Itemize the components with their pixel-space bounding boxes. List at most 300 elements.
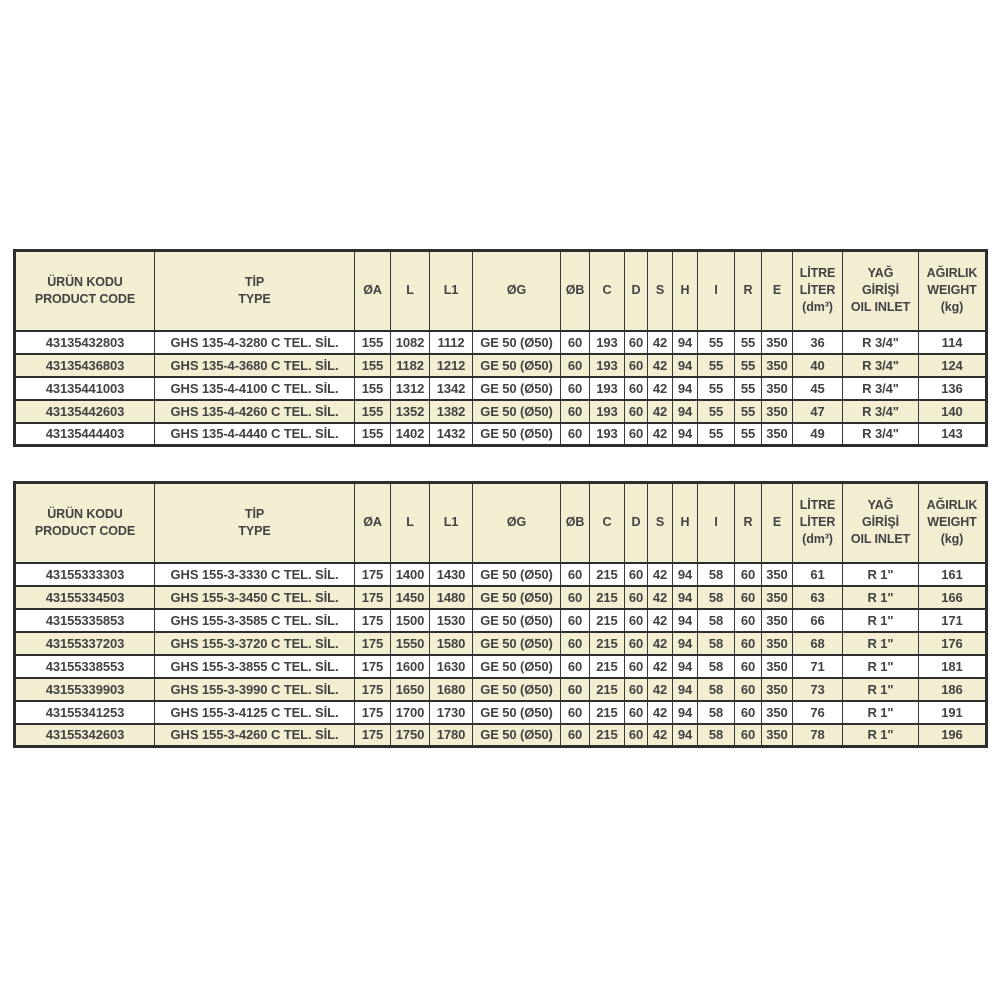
column-header-line: S [655, 515, 665, 530]
cell-h: 94 [673, 609, 698, 632]
cell-oil_inlet: R 1" [843, 632, 919, 655]
column-header-line: GİRİŞİ [862, 515, 899, 530]
column-header-line: LİTRE [799, 498, 836, 513]
cell-weight: 196 [919, 724, 987, 747]
column-header-line: OIL INLET [850, 532, 911, 547]
cell-litre: 61 [793, 563, 843, 586]
cell-e: 350 [762, 724, 793, 747]
column-header-oa [355, 483, 391, 563]
cell-product_code: 43155341253 [15, 701, 155, 724]
cell-r: 60 [735, 724, 762, 747]
column-header-r [735, 483, 762, 563]
column-header-line: LİTRE [799, 266, 836, 281]
cell-product_code: 43155342603 [15, 724, 155, 747]
column-header-litre [793, 483, 843, 563]
cell-l: 1400 [391, 563, 430, 586]
cell-l1: 1430 [430, 563, 473, 586]
cell-type: GHS 135-4-4100 C TEL. SİL. [155, 377, 355, 400]
cell-h: 94 [673, 724, 698, 747]
column-header-oa [355, 251, 391, 331]
cell-d: 60 [625, 701, 648, 724]
column-header-line: ØB [565, 515, 585, 530]
cell-c: 193 [590, 400, 625, 423]
column-header-line: YAĞ [867, 498, 894, 513]
cell-d: 60 [625, 724, 648, 747]
cell-i: 58 [698, 655, 735, 678]
column-header-h [673, 483, 698, 563]
cell-l1: 1680 [430, 678, 473, 701]
cell-e: 350 [762, 423, 793, 446]
cell-r: 60 [735, 701, 762, 724]
cell-c: 215 [590, 655, 625, 678]
column-header-l1 [430, 483, 473, 563]
cell-i: 58 [698, 586, 735, 609]
column-header-line: L [406, 515, 414, 530]
cell-ob: 60 [561, 701, 590, 724]
cell-s: 42 [648, 586, 673, 609]
cell-l1: 1112 [430, 331, 473, 354]
cell-litre: 47 [793, 400, 843, 423]
column-header-c [590, 251, 625, 331]
cell-product_code: 43135444403 [15, 423, 155, 446]
cell-l: 1750 [391, 724, 430, 747]
column-header-line: OIL INLET [850, 300, 911, 315]
column-header-og [473, 251, 561, 331]
table-row [15, 331, 987, 354]
cell-c: 193 [590, 423, 625, 446]
cell-product_code: 43135432803 [15, 331, 155, 354]
column-header-line: ØG [506, 515, 527, 530]
cell-d: 60 [625, 632, 648, 655]
column-header-line: ØA [363, 283, 382, 298]
column-header-weight [919, 251, 987, 331]
column-header-line: C [602, 515, 612, 530]
cell-h: 94 [673, 655, 698, 678]
table-row [15, 655, 987, 678]
cell-l: 1082 [391, 331, 430, 354]
cell-og: GE 50 (Ø50) [473, 586, 561, 609]
column-header-type [155, 483, 355, 563]
cell-l: 1450 [391, 586, 430, 609]
cell-d: 60 [625, 563, 648, 586]
cell-d: 60 [625, 655, 648, 678]
column-header-e [762, 483, 793, 563]
cell-litre: 78 [793, 724, 843, 747]
column-header-d [625, 251, 648, 331]
spec-table-ghs-135 [13, 249, 988, 447]
table-row [15, 609, 987, 632]
column-header-line: D [631, 283, 641, 298]
cell-oa: 175 [355, 724, 391, 747]
column-header-h [673, 251, 698, 331]
cell-e: 350 [762, 701, 793, 724]
cell-oil_inlet: R 3/4" [843, 377, 919, 400]
column-header-line: (kg) [940, 532, 964, 547]
cell-s: 42 [648, 331, 673, 354]
cell-l: 1402 [391, 423, 430, 446]
cell-l: 1500 [391, 609, 430, 632]
cell-d: 60 [625, 331, 648, 354]
table-row [15, 632, 987, 655]
column-header-line: TİP [244, 274, 265, 289]
cell-e: 350 [762, 632, 793, 655]
cell-ob: 60 [561, 331, 590, 354]
cell-product_code: 43155339903 [15, 678, 155, 701]
column-header-line: ØB [565, 283, 585, 298]
cell-oa: 175 [355, 701, 391, 724]
cell-og: GE 50 (Ø50) [473, 609, 561, 632]
cell-l1: 1580 [430, 632, 473, 655]
column-header-line: R [743, 283, 753, 298]
column-header-i [698, 251, 735, 331]
cell-litre: 63 [793, 586, 843, 609]
cell-d: 60 [625, 678, 648, 701]
cell-h: 94 [673, 331, 698, 354]
column-header-line: (dm³) [802, 300, 833, 315]
cell-c: 193 [590, 354, 625, 377]
cell-h: 94 [673, 400, 698, 423]
cell-e: 350 [762, 678, 793, 701]
cell-product_code: 43155335853 [15, 609, 155, 632]
column-header-product_code [15, 483, 155, 563]
table-row [15, 354, 987, 377]
cell-oil_inlet: R 1" [843, 678, 919, 701]
table-row [15, 377, 987, 400]
cell-e: 350 [762, 586, 793, 609]
header-row [15, 251, 987, 331]
cell-r: 55 [735, 423, 762, 446]
column-header-line: H [680, 515, 690, 530]
cell-i: 55 [698, 354, 735, 377]
cell-type: GHS 155-3-4260 C TEL. SİL. [155, 724, 355, 747]
cell-r: 60 [735, 678, 762, 701]
column-header-line: (dm³) [802, 532, 833, 547]
cell-s: 42 [648, 563, 673, 586]
cell-l1: 1630 [430, 655, 473, 678]
cell-e: 350 [762, 655, 793, 678]
header-row [15, 483, 987, 563]
cell-l1: 1382 [430, 400, 473, 423]
column-header-line: WEIGHT [927, 283, 977, 298]
cell-s: 42 [648, 400, 673, 423]
cell-d: 60 [625, 586, 648, 609]
cell-l1: 1432 [430, 423, 473, 446]
cell-litre: 45 [793, 377, 843, 400]
cell-litre: 40 [793, 354, 843, 377]
cell-r: 60 [735, 655, 762, 678]
column-header-line: YAĞ [867, 266, 894, 281]
column-header-line: PRODUCT CODE [34, 291, 136, 306]
column-header-line: WEIGHT [927, 515, 977, 530]
cell-l1: 1342 [430, 377, 473, 400]
table-row [15, 400, 987, 423]
cell-i: 58 [698, 563, 735, 586]
column-header-type [155, 251, 355, 331]
column-header-line: AĞIRLIK [926, 498, 978, 513]
cell-c: 193 [590, 377, 625, 400]
column-header-product_code [15, 251, 155, 331]
cell-type: GHS 135-4-4260 C TEL. SİL. [155, 400, 355, 423]
cell-type: GHS 155-3-3330 C TEL. SİL. [155, 563, 355, 586]
cell-product_code: 43135441003 [15, 377, 155, 400]
cell-ob: 60 [561, 609, 590, 632]
cell-l1: 1530 [430, 609, 473, 632]
cell-s: 42 [648, 632, 673, 655]
cell-product_code: 43135442603 [15, 400, 155, 423]
cell-weight: 181 [919, 655, 987, 678]
cell-d: 60 [625, 423, 648, 446]
cell-product_code: 43155334503 [15, 586, 155, 609]
cell-weight: 191 [919, 701, 987, 724]
cell-s: 42 [648, 701, 673, 724]
column-header-line: ØA [363, 515, 382, 530]
cell-litre: 49 [793, 423, 843, 446]
cell-weight: 136 [919, 377, 987, 400]
cell-type: GHS 155-3-3720 C TEL. SİL. [155, 632, 355, 655]
cell-litre: 71 [793, 655, 843, 678]
cell-product_code: 43155337203 [15, 632, 155, 655]
column-header-line: L1 [443, 283, 459, 298]
cell-oa: 155 [355, 354, 391, 377]
cell-d: 60 [625, 609, 648, 632]
cell-l1: 1730 [430, 701, 473, 724]
column-header-line: PRODUCT CODE [34, 523, 136, 538]
cell-e: 350 [762, 331, 793, 354]
cell-r: 60 [735, 586, 762, 609]
cell-d: 60 [625, 400, 648, 423]
cell-s: 42 [648, 609, 673, 632]
column-header-weight [919, 483, 987, 563]
cell-c: 215 [590, 701, 625, 724]
cell-c: 215 [590, 632, 625, 655]
table-row [15, 678, 987, 701]
cell-og: GE 50 (Ø50) [473, 423, 561, 446]
column-header-line: TYPE [238, 291, 271, 306]
column-header-line: AĞIRLIK [926, 266, 978, 281]
cell-r: 55 [735, 377, 762, 400]
cell-oil_inlet: R 3/4" [843, 331, 919, 354]
cell-product_code: 43155338553 [15, 655, 155, 678]
cell-og: GE 50 (Ø50) [473, 331, 561, 354]
cell-oil_inlet: R 3/4" [843, 423, 919, 446]
cell-og: GE 50 (Ø50) [473, 632, 561, 655]
cell-i: 58 [698, 632, 735, 655]
cell-oa: 175 [355, 586, 391, 609]
cell-i: 58 [698, 678, 735, 701]
cell-product_code: 43135436803 [15, 354, 155, 377]
cell-ob: 60 [561, 377, 590, 400]
cell-c: 215 [590, 563, 625, 586]
cell-oil_inlet: R 3/4" [843, 354, 919, 377]
cell-s: 42 [648, 678, 673, 701]
cell-h: 94 [673, 632, 698, 655]
column-header-line: ÜRÜN KODU [47, 506, 123, 521]
cell-type: GHS 155-3-3450 C TEL. SİL. [155, 586, 355, 609]
cell-e: 350 [762, 563, 793, 586]
cell-l: 1182 [391, 354, 430, 377]
cell-l1: 1480 [430, 586, 473, 609]
cell-h: 94 [673, 354, 698, 377]
cell-product_code: 43155333303 [15, 563, 155, 586]
cell-type: GHS 135-4-4440 C TEL. SİL. [155, 423, 355, 446]
cell-litre: 66 [793, 609, 843, 632]
cell-i: 58 [698, 701, 735, 724]
column-header-line: TYPE [238, 523, 271, 538]
cell-e: 350 [762, 377, 793, 400]
cell-oa: 175 [355, 678, 391, 701]
cell-h: 94 [673, 423, 698, 446]
cell-type: GHS 155-3-3990 C TEL. SİL. [155, 678, 355, 701]
column-header-litre [793, 251, 843, 331]
column-header-og [473, 483, 561, 563]
column-header-line: E [772, 515, 782, 530]
column-header-line: LİTER [799, 283, 836, 298]
cell-i: 58 [698, 609, 735, 632]
cell-oil_inlet: R 1" [843, 609, 919, 632]
cell-e: 350 [762, 354, 793, 377]
cell-ob: 60 [561, 678, 590, 701]
table-row [15, 586, 987, 609]
cell-l1: 1212 [430, 354, 473, 377]
cell-i: 55 [698, 377, 735, 400]
column-header-s [648, 483, 673, 563]
cell-og: GE 50 (Ø50) [473, 655, 561, 678]
cell-weight: 176 [919, 632, 987, 655]
cell-oa: 155 [355, 377, 391, 400]
column-header-line: D [631, 515, 641, 530]
cell-oa: 175 [355, 563, 391, 586]
cell-r: 60 [735, 563, 762, 586]
cell-og: GE 50 (Ø50) [473, 377, 561, 400]
cell-oil_inlet: R 1" [843, 655, 919, 678]
cell-og: GE 50 (Ø50) [473, 400, 561, 423]
cell-h: 94 [673, 586, 698, 609]
column-header-r [735, 251, 762, 331]
column-header-l1 [430, 251, 473, 331]
column-header-ob [561, 483, 590, 563]
cell-oa: 175 [355, 609, 391, 632]
cell-litre: 36 [793, 331, 843, 354]
cell-weight: 124 [919, 354, 987, 377]
cell-l: 1550 [391, 632, 430, 655]
cell-i: 55 [698, 423, 735, 446]
cell-weight: 140 [919, 400, 987, 423]
cell-d: 60 [625, 377, 648, 400]
cell-type: GHS 155-3-4125 C TEL. SİL. [155, 701, 355, 724]
cell-ob: 60 [561, 632, 590, 655]
table-row [15, 724, 987, 747]
cell-e: 350 [762, 609, 793, 632]
cell-l1: 1780 [430, 724, 473, 747]
cell-l: 1352 [391, 400, 430, 423]
cell-s: 42 [648, 655, 673, 678]
cell-og: GE 50 (Ø50) [473, 701, 561, 724]
column-header-c [590, 483, 625, 563]
cell-oil_inlet: R 1" [843, 724, 919, 747]
cell-weight: 143 [919, 423, 987, 446]
cell-h: 94 [673, 563, 698, 586]
cell-l: 1650 [391, 678, 430, 701]
cell-weight: 161 [919, 563, 987, 586]
cell-h: 94 [673, 377, 698, 400]
cell-c: 215 [590, 678, 625, 701]
cell-oa: 155 [355, 331, 391, 354]
column-header-line: I [714, 515, 718, 530]
cell-c: 215 [590, 586, 625, 609]
cell-oa: 155 [355, 400, 391, 423]
cell-type: GHS 135-4-3680 C TEL. SİL. [155, 354, 355, 377]
column-header-line: L [406, 283, 414, 298]
cell-oil_inlet: R 1" [843, 586, 919, 609]
cell-r: 55 [735, 354, 762, 377]
cell-r: 60 [735, 609, 762, 632]
cell-oil_inlet: R 3/4" [843, 400, 919, 423]
cell-og: GE 50 (Ø50) [473, 678, 561, 701]
column-header-line: S [655, 283, 665, 298]
cell-ob: 60 [561, 354, 590, 377]
cell-s: 42 [648, 423, 673, 446]
column-header-line: ÜRÜN KODU [47, 274, 123, 289]
column-header-d [625, 483, 648, 563]
column-header-line: GİRİŞİ [862, 283, 899, 298]
cell-s: 42 [648, 377, 673, 400]
cell-oa: 175 [355, 632, 391, 655]
cell-weight: 171 [919, 609, 987, 632]
cell-c: 215 [590, 609, 625, 632]
table-row [15, 701, 987, 724]
cell-og: GE 50 (Ø50) [473, 354, 561, 377]
cell-oil_inlet: R 1" [843, 563, 919, 586]
cell-s: 42 [648, 724, 673, 747]
cell-litre: 68 [793, 632, 843, 655]
cell-weight: 186 [919, 678, 987, 701]
column-header-line: R [743, 515, 753, 530]
cell-ob: 60 [561, 423, 590, 446]
column-header-i [698, 483, 735, 563]
column-header-line: C [602, 283, 612, 298]
cell-type: GHS 155-3-3855 C TEL. SİL. [155, 655, 355, 678]
cell-weight: 114 [919, 331, 987, 354]
column-header-line: (kg) [940, 300, 964, 315]
cell-litre: 76 [793, 701, 843, 724]
column-header-line: H [680, 283, 690, 298]
cell-d: 60 [625, 354, 648, 377]
column-header-s [648, 251, 673, 331]
cell-litre: 73 [793, 678, 843, 701]
column-header-line: LİTER [799, 515, 836, 530]
cell-c: 215 [590, 724, 625, 747]
cell-i: 55 [698, 331, 735, 354]
cell-ob: 60 [561, 586, 590, 609]
cell-oa: 175 [355, 655, 391, 678]
column-header-line: I [714, 283, 718, 298]
column-header-l [391, 483, 430, 563]
cell-h: 94 [673, 678, 698, 701]
cell-ob: 60 [561, 400, 590, 423]
column-header-oil_inlet [843, 483, 919, 563]
cell-ob: 60 [561, 724, 590, 747]
column-header-line: L1 [443, 515, 459, 530]
cell-l: 1312 [391, 377, 430, 400]
cell-r: 60 [735, 632, 762, 655]
column-header-line: E [772, 283, 782, 298]
table-row [15, 423, 987, 446]
column-header-e [762, 251, 793, 331]
cell-oil_inlet: R 1" [843, 701, 919, 724]
cell-ob: 60 [561, 655, 590, 678]
cell-i: 58 [698, 724, 735, 747]
cell-type: GHS 155-3-3585 C TEL. SİL. [155, 609, 355, 632]
